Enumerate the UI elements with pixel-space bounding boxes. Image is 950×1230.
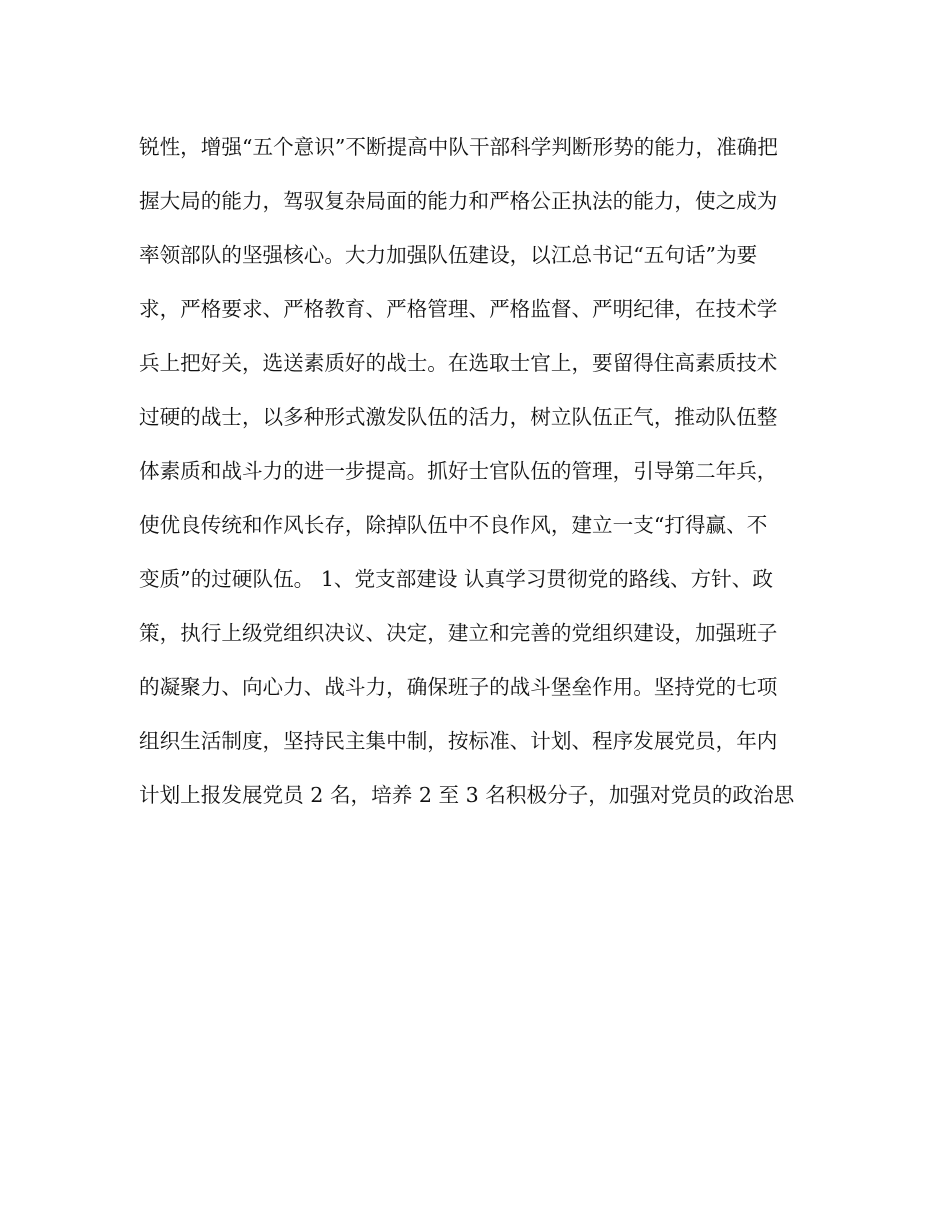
text-line: 求，严格要求、严格教育、严格管理、严格监督、严明纪律，在技术学 <box>139 297 778 321</box>
text-line: 握大局的能力，驾驭复杂局面的能力和严格公正执法的能力，使之成为 <box>139 189 778 213</box>
text-line: 率领部队的坚强核心。大力加强队伍建设，以江总书记“五句话”为要 <box>139 243 758 267</box>
text-line: 计划上报发展党员 2 名，培养 2 至 3 名积极分子，加强对党员的政治思 <box>139 783 795 807</box>
text-line: 体素质和战斗力的进一步提高。抓好士官队伍的管理，引导第二年兵， <box>139 459 778 483</box>
text-line: 锐性，增强“五个意识”不断提高中队干部科学判断形势的能力，准确把 <box>139 135 778 159</box>
text-line: 的凝聚力、向心力、战斗力，确保班子的战斗堡垒作用。坚持党的七项 <box>139 675 778 699</box>
text-line: 兵上把好关，选送素质好的战士。在选取士官上，要留得住高素质技术 <box>139 351 778 375</box>
text-line: 组织生活制度，坚持民主集中制，按标准、计划、程序发展党员，年内 <box>139 729 778 753</box>
body-text <box>139 134 819 836</box>
text-line: 变质”的过硬队伍。 1、党支部建设 认真学习贯彻党的路线、方针、政 <box>139 567 773 591</box>
text-line: 策，执行上级党组织决议、决定，建立和完善的党组织建设，加强班子 <box>139 621 778 645</box>
text-line: 过硬的战士，以多种形式激发队伍的活力，树立队伍正气，推动队伍整 <box>139 405 778 429</box>
text-line: 使优良传统和作风长存，除掉队伍中不良作风，建立一支“打得赢、不 <box>139 513 768 537</box>
